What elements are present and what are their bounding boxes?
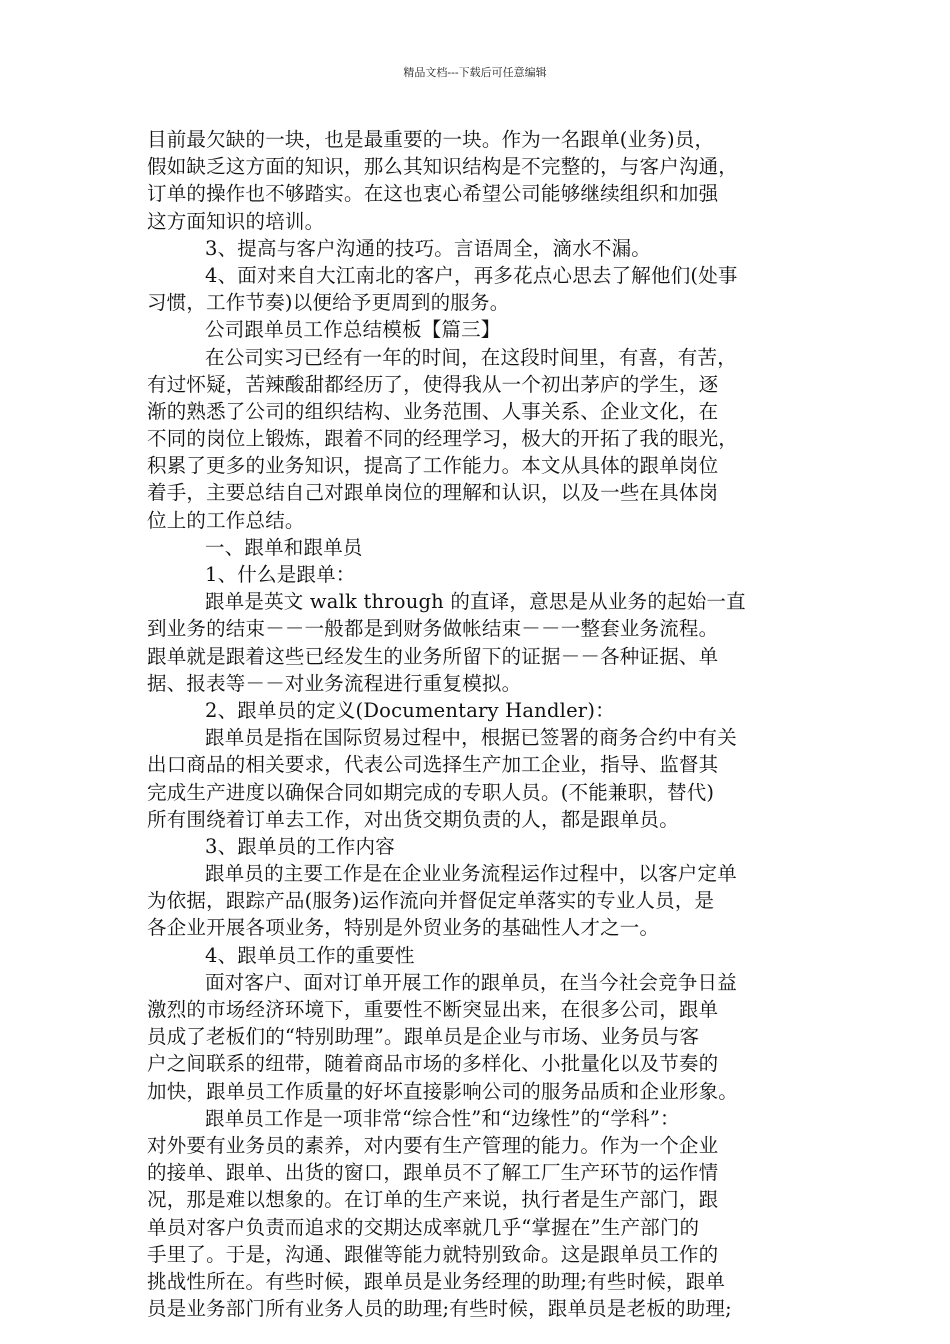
text-line: 所有围绕着订单去工作，对出货交期负责的人，都是跟单员。 xyxy=(147,807,679,831)
text-line: 位上的工作总结。 xyxy=(147,508,305,532)
text-line: 单员对客户负责而追求的交期达成率就几乎“掌握在”生产部门的 xyxy=(147,1215,700,1239)
text-line: 2、跟单员的定义(Documentary Handler)： xyxy=(205,698,615,722)
text-line: 4、跟单员工作的重要性 xyxy=(205,943,415,967)
text-line: 不同的岗位上锻炼，跟着不同的经理学习，极大的开拓了我的眼光， xyxy=(147,427,739,451)
text-line: 激烈的市场经济环境下，重要性不断突显出来，在很多公司，跟单 xyxy=(147,998,719,1021)
text-line: 这方面知识的培训。 xyxy=(147,209,325,233)
text-line: 跟单就是跟着这些已经发生的业务所留下的证据－－各种证据、单 xyxy=(147,644,719,668)
text-line: 户之间联系的纽带，随着商品市场的多样化、小批量化以及节奏的 xyxy=(147,1052,719,1076)
text-line: 员成了老板们的“特别助理”。跟单员是企业与市场、业务员与客 xyxy=(147,1025,700,1049)
text-line: 挑战性所在。有些时候，跟单员是业务经理的助理;有些时候，跟单 xyxy=(147,1269,726,1293)
text-line: 况，那是难以想象的。在订单的生产来说，执行者是生产部门，跟 xyxy=(147,1188,719,1212)
text-line: 3、提高与客户沟通的技巧。言语周全，滴水不漏。 xyxy=(205,236,652,260)
text-line: 手里了。于是，沟通、跟催等能力就特别致命。这是跟单员工作的 xyxy=(147,1242,719,1266)
text-line: 跟单员是指在国际贸易过程中，根据已签署的商务合约中有关 xyxy=(205,726,737,750)
text-line: 员是业务部门所有业务人员的助理;有些时候，跟单员是老板的助理; xyxy=(147,1297,732,1321)
page-header: 精品文档---下载后可任意编辑 xyxy=(403,66,547,79)
text-line: 1、什么是跟单： xyxy=(205,563,356,586)
text-line: 对外要有业务员的素养，对内要有生产管理的能力。作为一个企业 xyxy=(147,1133,719,1157)
text-line: 出口商品的相关要求，代表公司选择生产加工企业，指导、监督其 xyxy=(147,753,719,777)
text-line: 4、面对来自大江南北的客户，再多花点心思去了解他们(处事 xyxy=(205,263,738,287)
document-body xyxy=(147,126,823,1322)
text-line: 到业务的结束－－一般都是到财务做帐结束－－一整套业务流程。 xyxy=(147,617,719,641)
text-line: 跟单是英文 walk through 的直译，意思是从业务的起始一直 xyxy=(205,590,746,614)
text-line: 在公司实习已经有一年的时间，在这段时间里，有喜，有苦， xyxy=(205,345,737,369)
text-line: 目前最欠缺的一块，也是最重要的一块。作为一名跟单(业务)员， xyxy=(147,128,715,151)
text-line: 完成生产进度以确保合同如期完成的专职人员。(不能兼职，替代) xyxy=(147,780,715,804)
text-line: 据、报表等－－对业务流程进行重复模拟。 xyxy=(147,671,522,695)
text-line: 订单的操作也不够踏实。在这也衷心希望公司能够继续组织和加强 xyxy=(147,182,719,206)
text-line: 3、跟单员的工作内容 xyxy=(205,834,395,858)
text-line: 渐的熟悉了公司的组织结构、业务范围、人事关系、企业文化，在 xyxy=(147,399,719,423)
text-line: 加快，跟单员工作质量的好坏直接影响公司的服务品质和企业形象。 xyxy=(147,1079,739,1103)
text-line: 公司跟单员工作总结模板【篇三】 xyxy=(205,318,501,342)
text-line: 习惯，工作节奏)以便给予更周到的服务。 xyxy=(147,291,510,315)
text-line: 着手，主要总结自己对跟单岗位的理解和认识，以及一些在具体岗 xyxy=(147,481,719,505)
text-line: 假如缺乏这方面的知识，那么其知识结构是不完整的，与客户沟通， xyxy=(147,155,739,179)
text-line: 有过怀疑，苦辣酸甜都经历了，使得我从一个初出茅庐的学生，逐 xyxy=(147,372,719,396)
text-line: 积累了更多的业务知识，提高了工作能力。本文从具体的跟单岗位 xyxy=(147,454,719,478)
text-line: 跟单员工作是一项非常“综合性”和“边缘性”的“学科”： xyxy=(205,1106,680,1130)
text-line: 各企业开展各项业务，特别是外贸业务的基础性人才之一。 xyxy=(147,916,660,940)
text-line: 面对客户、面对订单开展工作的跟单员，在当今社会竞争日益 xyxy=(205,970,737,994)
text-line: 为依据，跟踪产品(服务)运作流向并督促定单落实的专业人员，是 xyxy=(147,889,715,913)
text-line: 的接单、跟单、出货的窗口，跟单员不了解工厂生产环节的运作情 xyxy=(147,1161,719,1185)
text-line: 跟单员的主要工作是在企业业务流程运作过程中，以客户定单 xyxy=(205,862,737,886)
text-line: 一、跟单和跟单员 xyxy=(205,535,363,559)
